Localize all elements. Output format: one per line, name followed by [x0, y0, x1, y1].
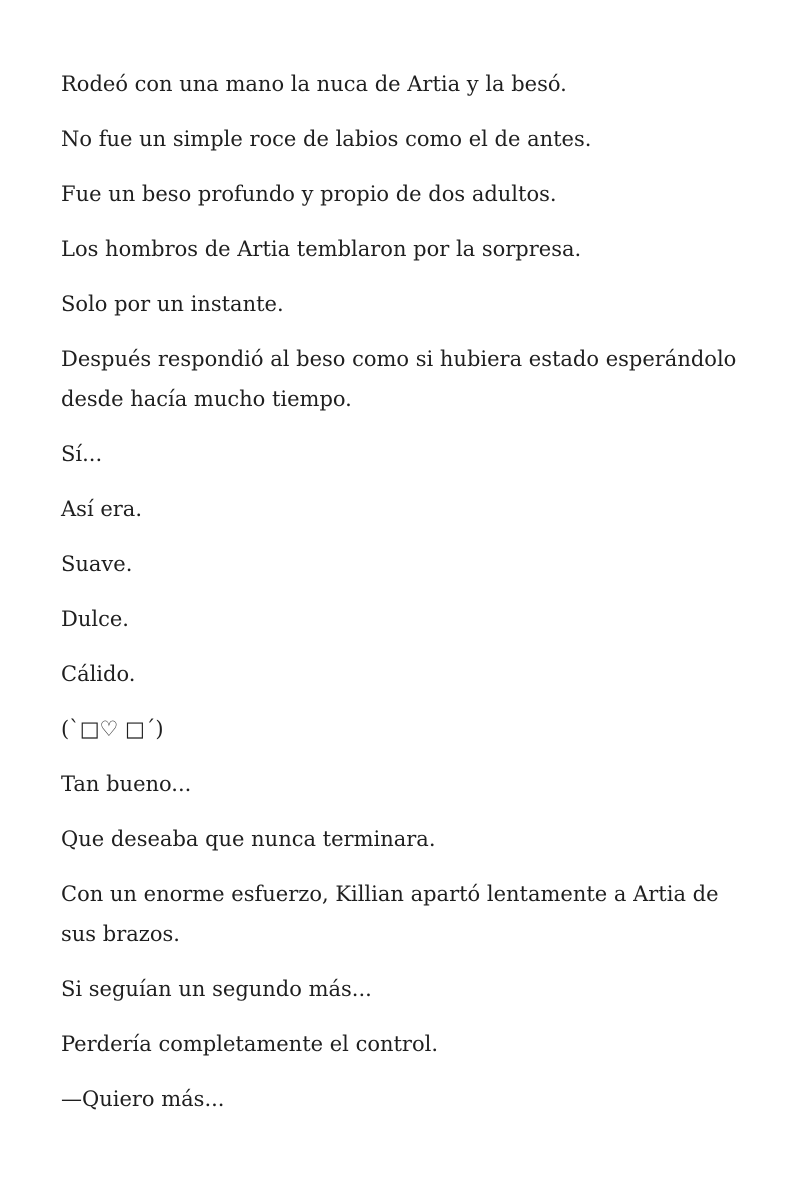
paragraph: No fue un simple roce de labios como el de antes.: [61, 127, 592, 151]
paragraph: Tan bueno...: [61, 772, 192, 796]
paragraph: Dulce.: [61, 607, 129, 631]
paragraph: Solo por un instante.: [61, 292, 284, 316]
paragraph: Que deseaba que nunca terminara.: [61, 827, 436, 851]
paragraph: Suave.: [61, 552, 133, 576]
paragraph: Así era.: [61, 497, 142, 521]
paragraph: Perdería completamente el control.: [61, 1032, 439, 1056]
paragraph: Cálido.: [61, 662, 136, 686]
paragraph: Fue un beso profundo y propio de dos adultos.: [61, 182, 557, 206]
paragraph: Con un enorme esfuerzo, Killian apartó lentamente a Artia de sus brazos.: [61, 882, 719, 946]
paragraph: —Quiero más...: [61, 1087, 225, 1111]
emoticon-paragraph: (`□♡ □´): [61, 717, 164, 741]
paragraph: Si seguían un segundo más...: [61, 977, 372, 1001]
paragraph: Sí...: [61, 442, 103, 466]
paragraph: Rodeó con una mano la nuca de Artia y la besó.: [61, 72, 567, 96]
paragraph: Los hombros de Artia temblaron por la sorpresa.: [61, 237, 582, 261]
paragraph: Después respondió al beso como si hubiera estado esperándolo desde hacía mucho tiempo.: [61, 347, 737, 411]
document-page: [61, 64, 741, 1134]
